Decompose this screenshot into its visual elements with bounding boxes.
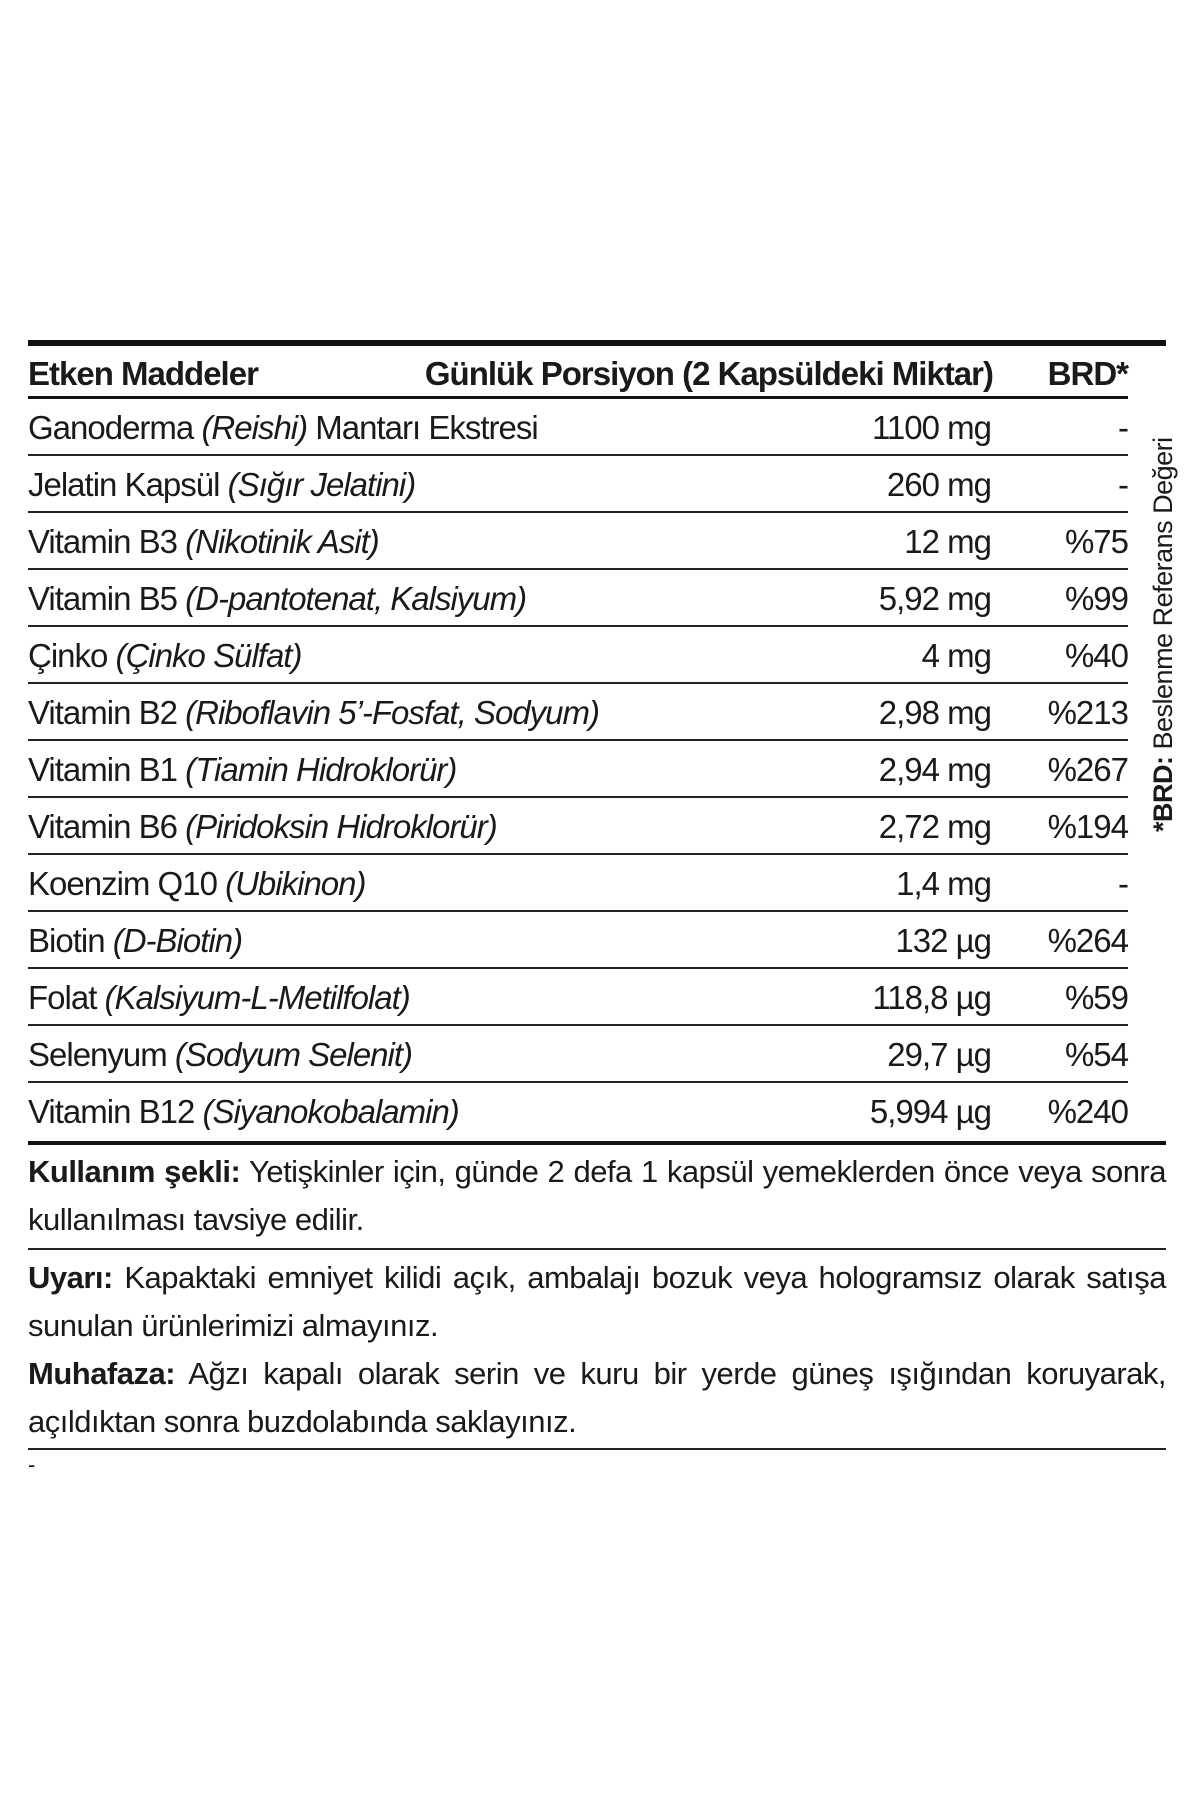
ingredient-brd: %99	[1064, 580, 1128, 617]
storage-text: Ağzı kapalı olarak serin ve kuru bir yerde güneş ışığından koruyarak, açıldıktan sonra buzdolabında saklayınız.	[28, 1356, 1166, 1439]
table-row	[28, 798, 1128, 855]
ingredient-name: Vitamin B12 (Siyanokobalamin)	[28, 1093, 459, 1130]
table-row	[28, 969, 1128, 1026]
ingredient-amount: 2,72 mg	[878, 808, 991, 845]
ingredient-brd: %194	[1047, 808, 1128, 845]
table-row	[28, 456, 1128, 513]
usage-text: Yetişkinler için, günde 2 defa 1 kapsül yemeklerden önce veya sonra kullanılması tavsiye edilir.	[28, 1154, 1166, 1237]
ingredient-amount: 1100 mg	[872, 409, 991, 446]
usage-rule	[28, 1248, 1166, 1250]
ingredient-name: Çinko (Çinko Sülfat)	[28, 637, 302, 674]
brd-footnote	[1148, 412, 1178, 832]
table-row	[28, 513, 1128, 570]
header-brd: BRD*	[1047, 355, 1128, 392]
warning-paragraph	[28, 1254, 1166, 1350]
brd-footnote-label: *BRD:	[1148, 756, 1178, 832]
ingredient-brd: -	[1118, 466, 1128, 503]
warning-label: Uyarı:	[28, 1260, 113, 1295]
ingredient-brd: %240	[1047, 1093, 1128, 1130]
ingredient-table	[28, 399, 1128, 1140]
table-row	[28, 399, 1128, 456]
ingredient-amount: 29,7 µg	[887, 1036, 991, 1073]
ingredient-brd: %264	[1047, 922, 1128, 959]
ingredient-brd: %267	[1047, 751, 1128, 788]
table-row	[28, 627, 1128, 684]
ingredient-amount: 5,994 µg	[869, 1093, 991, 1130]
ingredient-name: Vitamin B5 (D-pantotenat, Kalsiyum)	[28, 580, 527, 617]
ingredient-amount: 5,92 mg	[878, 580, 991, 617]
ingredient-amount: 2,94 mg	[878, 751, 991, 788]
ingredient-amount: 118,8 µg	[872, 979, 991, 1016]
storage-paragraph	[28, 1350, 1166, 1446]
ingredient-amount: 12 mg	[904, 523, 991, 560]
ingredient-amount: 132 µg	[895, 922, 991, 959]
header-ingredient: Etken Maddeler	[28, 355, 258, 392]
usage-label: Kullanım şekli:	[28, 1154, 241, 1189]
ingredient-name: Selenyum (Sodyum Selenit)	[28, 1036, 413, 1073]
storage-label: Muhafaza:	[28, 1356, 176, 1391]
ingredient-amount: 2,98 mg	[878, 694, 991, 731]
table-row	[28, 570, 1128, 627]
ingredient-brd: -	[1118, 409, 1128, 446]
ingredient-name: Vitamin B3 (Nikotinik Asit)	[28, 523, 379, 560]
table-bottom-rule	[28, 1141, 1166, 1145]
ingredient-name: Ganoderma (Reishi) Mantarı Ekstresi	[28, 409, 538, 446]
usage-paragraph	[28, 1148, 1166, 1244]
table-row	[28, 741, 1128, 798]
ingredient-brd: %213	[1047, 694, 1128, 731]
brd-footnote-text: Beslenme Referans Değeri	[1148, 437, 1178, 750]
ingredient-brd: %59	[1064, 979, 1128, 1016]
ingredient-brd: -	[1118, 865, 1128, 902]
table-row	[28, 855, 1128, 912]
table-row	[28, 684, 1128, 741]
ingredient-brd: %75	[1064, 523, 1128, 560]
ingredient-amount: 1,4 mg	[896, 865, 991, 902]
ingredient-name: Biotin (D-Biotin)	[28, 922, 243, 959]
table-row	[28, 912, 1128, 969]
ingredient-amount: 4 mg	[921, 637, 991, 674]
ingredient-brd: %40	[1064, 637, 1128, 674]
ingredient-amount: 260 mg	[886, 466, 991, 503]
ingredient-name: Koenzim Q10 (Ubikinon)	[28, 865, 366, 902]
header-portion: Günlük Porsiyon (2 Kapsüldeki Miktar)	[424, 355, 993, 392]
end-rule	[28, 1448, 1166, 1450]
ingredient-name: Folat (Kalsiyum-L-Metilfolat)	[28, 979, 410, 1016]
warning-text: Kapaktaki emniyet kilidi açık, ambalajı bozuk veya hologramsız olarak satışa sunulan ürünlerimizi almayınız.	[28, 1260, 1166, 1343]
ingredient-name: Vitamin B2 (Riboflavin 5’-Fosfat, Sodyum)	[28, 694, 599, 731]
table-row	[28, 1083, 1128, 1140]
trailing-dash: -	[28, 1452, 36, 1477]
ingredient-name: Vitamin B1 (Tiamin Hidroklorür)	[28, 751, 457, 788]
ingredient-name: Jelatin Kapsül (Sığır Jelatini)	[28, 466, 416, 503]
ingredient-name: Vitamin B6 (Piridoksin Hidroklorür)	[28, 808, 497, 845]
ingredient-brd: %54	[1064, 1036, 1128, 1073]
table-header	[28, 356, 1128, 392]
table-row	[28, 1026, 1128, 1083]
top-rule	[28, 340, 1166, 346]
